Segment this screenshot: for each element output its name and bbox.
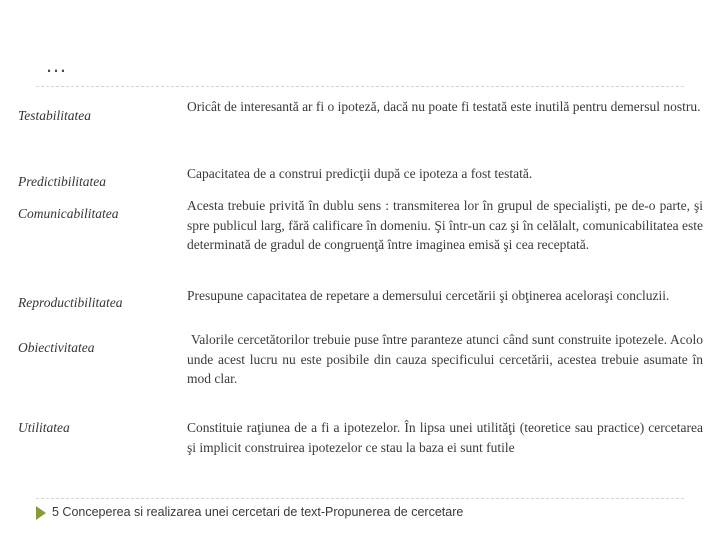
- footer-caption: 5 Conceperea si realizarea unei cercetari de text-Propunerea de cercetare: [52, 505, 464, 519]
- term-label: Utilitatea: [18, 420, 70, 435]
- term-label: Predictibilitatea: [18, 174, 106, 189]
- top-divider: [36, 86, 684, 87]
- term-definition: Capacitatea de a construi predicţii după ce ipoteza a fost testată.: [187, 166, 533, 181]
- term-definition: Oricât de interesantă ar fi o ipoteză, dacă nu poate fi testată este inutilă pentru demersul nostru.: [187, 99, 701, 114]
- term-label: Reproductibilitatea: [18, 295, 123, 310]
- term-definition: Acesta trebuie privită în dublu sens : transmiterea lor în grupul de specialişti, pe de-o parte, şi spre publicul larg, fără calificare în domeniu. Şi într-un caz şi în celălalt, comunicabilitatea este determinată de gradul de congruenţă între imaginea emisă şi cea receptată.: [187, 198, 703, 252]
- bottom-divider: [36, 498, 684, 499]
- slide-title: …: [45, 52, 68, 77]
- term-label: Testabilitatea: [18, 108, 92, 123]
- triangle-bullet-icon: [36, 506, 46, 520]
- term-label: Obiectivitatea: [18, 340, 95, 355]
- term-label: Comunicabilitatea: [18, 206, 119, 221]
- term-definition: Valorile cercetătorilor trebuie puse între paranteze atunci când sunt construite ipotezele. Acolo unde acest lucru nu este posibile din cauza specificului cercetării, acestea trebuie asumate în mod clar.: [187, 332, 703, 386]
- term-definition: Presupune capacitatea de repetare a demersului cercetării şi obţinerea aceloraşi concluzii.: [187, 288, 670, 303]
- term-definition: Constituie raţiunea de a fi a ipotezelor. În lipsa unei utilităţi (teoretice sau practice) cercetarea şi implicit construirea ipotezelor ce stau la baza ei sunt futile: [187, 420, 703, 455]
